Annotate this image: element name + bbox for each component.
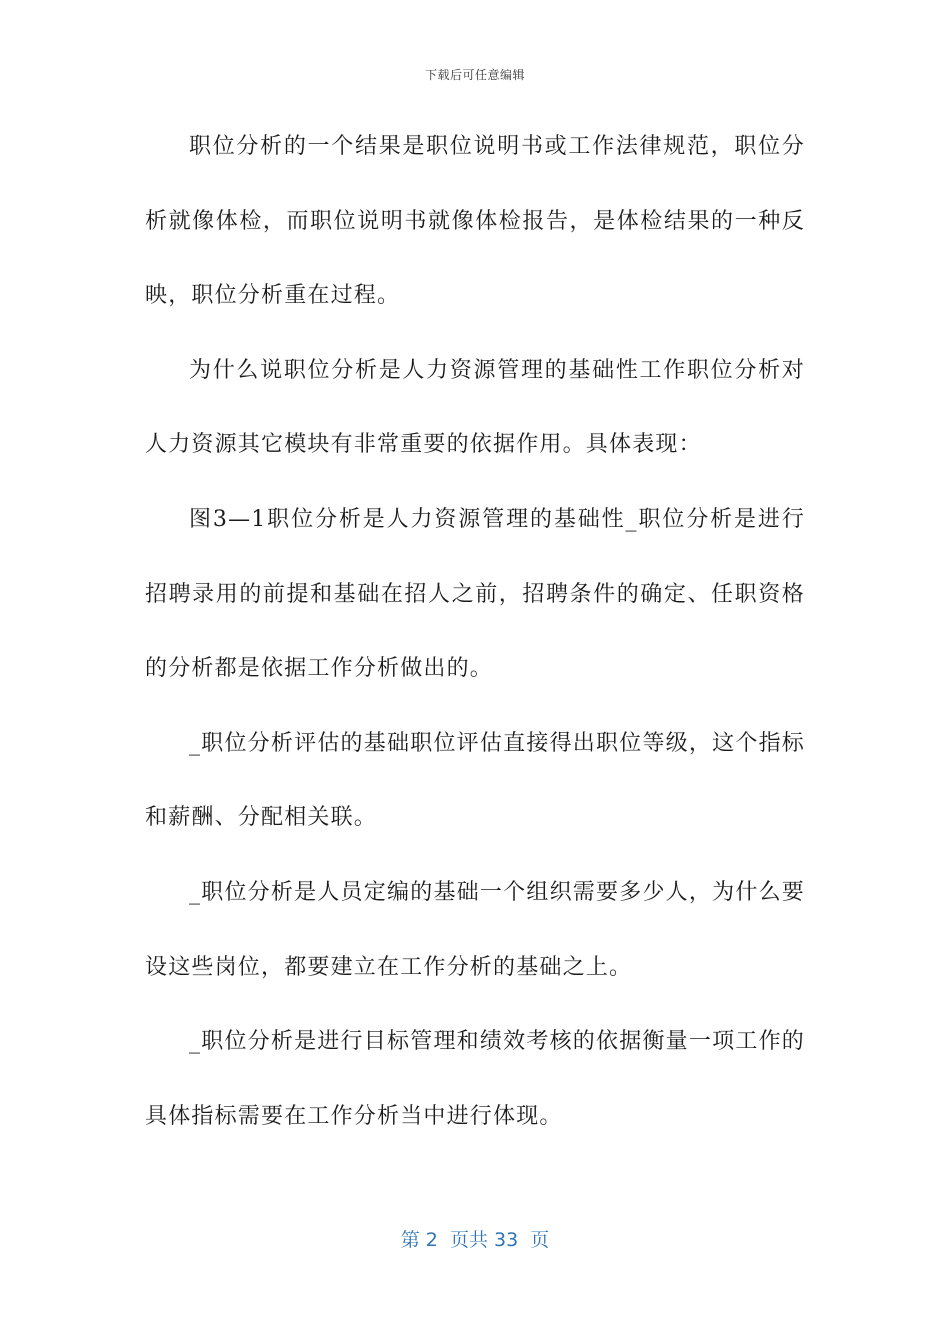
page-footer: 第 2 页共 33 页 bbox=[400, 1229, 550, 1251]
document-body bbox=[145, 110, 805, 1154]
paragraph-1: 职位分析的一个结果是职位说明书或工作法律规范，职位分析就像体检，而职位说明书就像体检报告，是体检结果的一种反映，职位分析重在过程。 bbox=[145, 134, 805, 309]
paragraph-5: _职位分析是人员定编的基础一个组织需要多少人，为什么要设这些岗位，都要建立在工作分析的基础之上。 bbox=[145, 879, 805, 980]
header-note: 下载后可任意编辑 bbox=[424, 68, 525, 82]
paragraph-4: _职位分析评估的基础职位评估直接得出职位等级，这个指标和薪酬、分配相关联。 bbox=[145, 730, 805, 831]
paragraph-6: _职位分析是进行目标管理和绩效考核的依据衡量一项工作的具体指标需要在工作分析当中进行体现。 bbox=[145, 1029, 805, 1129]
paragraph-3: 图3—1职位分析是人力资源管理的基础性_职位分析是进行招聘录用的前提和基础在招人之前，招聘条件的确定、任职资格的分析都是依据工作分析做出的。 bbox=[145, 506, 805, 682]
paragraph-2: 为什么说职位分析是人力资源管理的基础性工作职位分析对人力资源其它模块有非常重要的依据作用。具体表现： bbox=[145, 357, 805, 458]
